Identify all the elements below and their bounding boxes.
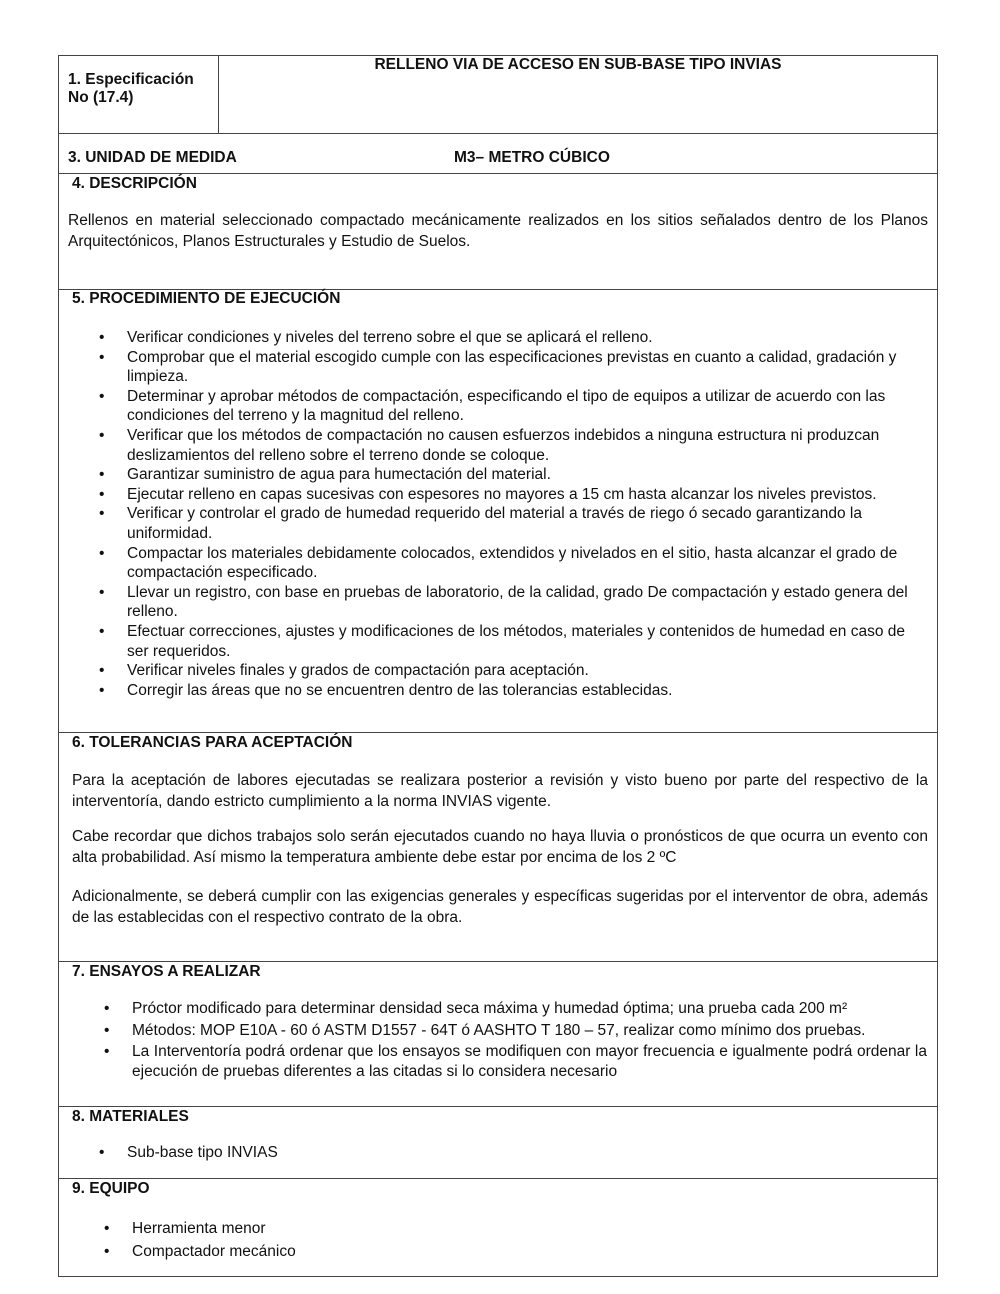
tolerances-paragraph: Cabe recordar que dichos trabajos solo serán ejecutados cuando no haya lluvia o pronósticos de que ocurra un evento con alta probabilidad. Así mismo la temperatura ambiente debe estar por encima de los 2 ºC	[72, 828, 928, 866]
equipment-heading: 9. EQUIPO	[72, 1180, 150, 1197]
list-item: • Compactador mecánico	[132, 1240, 927, 1263]
list-item: • Determinar y aprobar métodos de compactación, especificando el tipo de equipos a utilizar de acuerdo con las condiciones del terreno y la magnitud del relleno.	[99, 387, 886, 425]
tolerances-heading: 6. TOLERANCIAS PARA ACEPTACIÓN	[72, 734, 353, 751]
bullet-icon: •	[104, 1000, 110, 1017]
list-item: • Sub-base tipo INVIAS	[99, 1144, 278, 1161]
divider	[59, 1178, 937, 1179]
list-item: • Compactar los materiales debidamente colocados, extendidos y nivelados en el sitio, hasta alcanzar el grado de compactación especificado.	[99, 544, 898, 582]
bullet-icon: •	[99, 681, 105, 699]
list-item: • Próctor modificado para determinar densidad seca máxima y humedad óptima; una prueba cada 200 m²	[104, 1000, 848, 1017]
list-item: • Efectuar correcciones, ajustes y modificaciones de los métodos, materiales y contenidos de humedad en caso de ser requeridos.	[99, 622, 906, 660]
procedure-list	[99, 328, 927, 700]
list-item: • Llevar un registro, con base en pruebas de laboratorio, de la calidad, grado De compactación y estado genera del relleno.	[99, 583, 908, 621]
bullet-icon: •	[99, 485, 105, 503]
description-heading: 4. DESCRIPCIÓN	[72, 175, 197, 192]
equipment-list	[104, 1217, 927, 1263]
bullet-icon: •	[99, 348, 105, 366]
bullet-icon: •	[104, 1220, 110, 1237]
list-item: • Garantizar suministro de agua para humectación del material.	[99, 466, 551, 484]
divider	[59, 173, 937, 174]
tests-list	[104, 999, 927, 1082]
tests-heading: 7. ENSAYOS A REALIZAR	[72, 963, 261, 980]
materials-heading: 8. MATERIALES	[72, 1108, 189, 1125]
spec-number-label: 1. Especificación No (17.4)	[68, 71, 194, 106]
divider	[59, 1106, 937, 1107]
list-item: • Verificar y controlar el grado de humedad requerido del material a través de riego ó secado garantizando la uniformidad.	[99, 505, 862, 542]
list-item: • La Interventoría podrá ordenar que los ensayos se modifiquen con mayor frecuencia e igualmente podrá ordenar la ejecución de pruebas diferentes a las citadas si lo considera necesario	[104, 1043, 927, 1080]
bullet-icon: •	[104, 1021, 110, 1039]
bullet-icon: •	[99, 662, 105, 680]
list-item: • Verificar que los métodos de compactación no causen esfuerzos indebidos a ninguna estructura ni produzcan deslizamientos del relleno sobre el terreno donde se coloque.	[99, 426, 880, 464]
list-item: • Verificar niveles finales y grados de compactación para aceptación.	[99, 662, 589, 680]
tolerances-paragraph: Adicionalmente, se deberá cumplir con las exigencias generales y específicas sugeridas por el interventor de obra, además de las establecidas con el respectivo contrato de la obra.	[72, 888, 928, 926]
bullet-icon: •	[99, 1144, 105, 1161]
list-item: • Métodos: MOP E10A - 60 ó ASTM D1557 - 64T ó AASHTO T 180 – 57, realizar como mínimo dos pruebas.	[104, 1021, 866, 1039]
list-item: • Ejecutar relleno en capas sucesivas con espesores no mayores a 15 cm hasta alcanzar los niveles previstos.	[99, 485, 877, 503]
bullet-icon: •	[99, 426, 105, 444]
bullet-icon: •	[99, 387, 105, 405]
unit-value: M3– METRO CÚBICO	[454, 149, 610, 166]
bullet-icon: •	[99, 466, 105, 484]
specification-sheet	[58, 55, 938, 1277]
list-item: • Corregir las áreas que no se encuentren dentro de las tolerancias establecidas.	[99, 681, 673, 699]
list-item: • Comprobar que el material escogido cumple con las especificaciones previstas en cuanto a calidad, gradación y limpieza.	[99, 348, 897, 386]
unit-label: 3. UNIDAD DE MEDIDA	[68, 149, 237, 166]
materials-list	[99, 1143, 927, 1163]
procedure-heading: 5. PROCEDIMIENTO DE EJECUCIÓN	[72, 290, 341, 307]
bullet-icon: •	[99, 329, 105, 346]
divider	[59, 961, 937, 962]
spec-title: RELLENO VIA DE ACCESO EN SUB-BASE TIPO INVIAS	[374, 56, 782, 73]
list-item: • Verificar condiciones y niveles del terreno sobre el que se aplicará el relleno.	[99, 329, 653, 346]
divider	[59, 133, 937, 134]
bullet-icon: •	[99, 583, 105, 601]
bullet-icon: •	[99, 505, 105, 523]
divider	[59, 732, 937, 733]
bullet-icon: •	[104, 1243, 110, 1260]
bullet-icon: •	[99, 544, 105, 562]
bullet-icon: •	[104, 1043, 110, 1060]
bullet-icon: •	[99, 622, 105, 640]
description-text: Rellenos en material seleccionado compactado mecánicamente realizados en los sitios señalados dentro de los Planos Arquitectónicos, Planos Estructurales y Estudio de Suelos.	[68, 212, 928, 250]
list-item: • Herramienta menor	[132, 1217, 927, 1240]
tolerances-paragraph: Para la aceptación de labores ejecutadas se realizara posterior a revisión y visto bueno por parte del respectivo de la interventoría, dando estricto cumplimiento a la norma INVIAS vigente.	[72, 772, 928, 810]
